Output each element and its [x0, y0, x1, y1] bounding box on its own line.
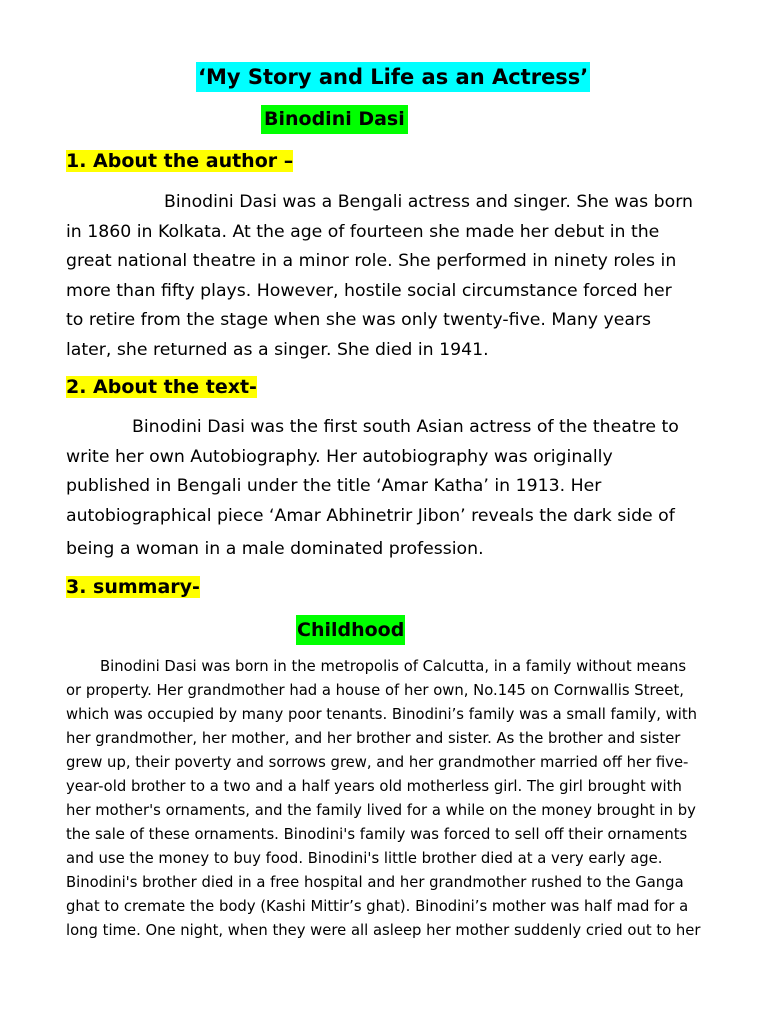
paragraph-line: grew up, their poverty and sorrows grew, and her grandmother married off her five-: [66, 754, 689, 771]
paragraph-line: her mother's ornaments, and the family lived for a while on the money brought in by: [66, 802, 696, 819]
paragraph-line: Binodini's brother died in a free hospital and her grandmother rushed to the Ganga: [66, 874, 684, 891]
paragraph-line: and use the money to buy food. Binodini's little brother died at a very early age.: [66, 850, 663, 867]
paragraph-line: long time. One night, when they were all asleep her mother suddenly cried out to her: [66, 922, 701, 939]
paragraph-line: which was occupied by many poor tenants. Binodini’s family was a small family, with: [66, 706, 698, 723]
paragraph-line: later, she returned as a singer. She died in 1941.: [66, 339, 489, 360]
paragraph-line: ghat to cremate the body (Kashi Mittir’s ghat). Binodini’s mother was half mad for a: [66, 898, 689, 915]
paragraph-line: her grandmother, her mother, and her brother and sister. As the brother and sister: [66, 730, 681, 747]
section-heading-text: 1. About the author –: [66, 150, 294, 172]
section-heading-text: 3. summary-: [66, 576, 200, 598]
section-heading-about-author: [66, 148, 293, 175]
paragraph-childhood: [66, 655, 706, 943]
paragraph-line: year-old brother to a two and a half years old motherless girl. The girl brought with: [66, 778, 682, 795]
paragraph-line: to retire from the stage when she was only twenty-five. Many years: [66, 310, 652, 330]
paragraph-line: the sale of these ornaments. Binodini's family was forced to sell off their ornaments: [66, 826, 688, 843]
paragraph-line: more than fifty plays. However, hostile social circumstance forced her: [66, 280, 672, 301]
subheading-childhood: Childhood: [296, 615, 405, 645]
paragraph-about-author: [66, 188, 706, 365]
paragraph-line: great national theatre in a minor role. She performed in ninety roles in: [66, 251, 677, 271]
paragraph-line: published in Bengali under the title ‘Amar Katha’ in 1913. Her: [66, 476, 602, 496]
section-heading-about-text: [66, 374, 257, 401]
paragraph-line: Binodini Dasi was a Bengali actress and singer. She was born: [164, 192, 693, 212]
paragraph-line: write her own Autobiography. Her autobiography was originally: [66, 446, 613, 467]
paragraph-line: Binodini Dasi was the first south Asian actress of the theatre to: [132, 417, 679, 437]
paragraph-about-text: [66, 413, 706, 565]
paragraph-line: being a woman in a male dominated profession.: [66, 539, 484, 559]
document-title: ‘My Story and Life as an Actress’: [196, 62, 590, 92]
paragraph-line: Binodini Dasi was born in the metropolis of Calcutta, in a family without means: [100, 658, 687, 675]
paragraph-line: in 1860 in Kolkata. At the age of fourteen she made her debut in the: [66, 221, 660, 242]
paragraph-line: autobiographical piece ‘Amar Abhinetrir Jibon’ reveals the dark side of: [66, 505, 675, 526]
section-heading-summary: [66, 574, 200, 601]
section-heading-text: 2. About the text-: [66, 376, 257, 398]
author-name: Binodini Dasi: [261, 105, 408, 134]
paragraph-line: or property. Her grandmother had a house of her own, No.145 on Cornwallis Street,: [66, 682, 684, 699]
